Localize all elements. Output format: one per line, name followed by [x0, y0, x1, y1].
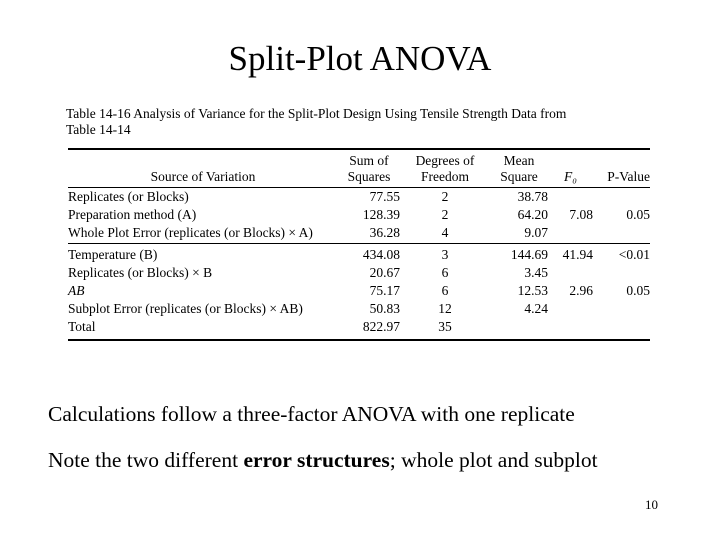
cell-p — [593, 224, 650, 243]
cell-source: Replicates (or Blocks) — [68, 189, 189, 204]
header-source: Source of Variation — [150, 169, 256, 184]
cell-df: 35 — [400, 318, 490, 339]
cell-df: 4 — [441, 225, 449, 241]
cell-source: Subplot Error (replicates (or Blocks) × AB) — [68, 301, 303, 317]
cell-f — [548, 224, 593, 243]
header-degrees-of-freedom: Degrees of Freedom — [415, 153, 475, 184]
cell-df: 6 — [441, 264, 449, 280]
cell-df: 12 — [438, 301, 452, 317]
table-row — [68, 300, 650, 318]
cell-df: 6 — [441, 283, 449, 299]
cell-p — [593, 264, 650, 282]
cell-ms: 9.07 — [524, 225, 548, 241]
table-row — [68, 243, 650, 264]
cell-p: 0.05 — [626, 283, 650, 299]
header-mean-square: Mean Square — [500, 153, 538, 184]
note-emphasis: error structures — [243, 448, 390, 472]
cell-ms: 4.24 — [524, 301, 548, 317]
cell-source: AB — [68, 283, 85, 299]
cell-source: Whole Plot Error (replicates (or Blocks) × A) — [68, 225, 313, 241]
cell-df: 3 — [400, 243, 490, 264]
cell-ss: 75.17 — [369, 283, 400, 299]
slide-title: Split-Plot ANOVA — [228, 39, 492, 78]
cell-df: 2 — [441, 207, 449, 223]
table-row — [68, 264, 650, 282]
cell-f — [548, 188, 593, 207]
cell-source: Temperature (B) — [68, 243, 338, 264]
cell-p — [593, 318, 650, 339]
cell-f: 41.94 — [548, 243, 593, 264]
cell-df: 2 — [441, 189, 449, 204]
anova-table — [68, 148, 650, 341]
note-three-factor-anova: Calculations follow a three-factor ANOVA with one replicate — [48, 402, 575, 426]
cell-p — [593, 188, 650, 207]
table-row — [68, 188, 650, 207]
cell-f — [548, 264, 593, 282]
header-p-value: P-Value — [607, 169, 650, 184]
cell-ss: 50.83 — [369, 301, 400, 317]
cell-source: Replicates (or Blocks) × B — [68, 264, 213, 280]
table-row — [68, 224, 650, 243]
cell-f: 2.96 — [569, 283, 593, 299]
cell-ss: 434.08 — [338, 243, 400, 264]
cell-p — [593, 300, 650, 318]
table-row-total — [68, 318, 650, 339]
table-caption: Table 14-16 Analysis of Variance for the Split-Plot Design Using Tensile Strength Data from Table 14-14 — [66, 106, 567, 137]
header-sum-of-squares: Sum of Squares — [347, 153, 391, 184]
cell-ms — [490, 318, 548, 339]
cell-p: 0.05 — [626, 207, 650, 223]
cell-ms: 38.78 — [517, 189, 548, 204]
cell-ss: 822.97 — [338, 318, 400, 339]
cell-f: 7.08 — [569, 207, 593, 223]
note-prefix: Note the two different — [48, 448, 244, 472]
cell-source: Preparation method (A) — [68, 207, 197, 223]
cell-ms: 144.69 — [490, 243, 548, 264]
table-header-row — [68, 149, 650, 188]
cell-f — [548, 318, 593, 339]
cell-ss: 36.28 — [369, 225, 400, 241]
cell-ms: 64.20 — [517, 207, 548, 223]
table-row — [68, 206, 650, 224]
table-row — [68, 282, 650, 300]
note-suffix: ; whole plot and subplot — [389, 448, 598, 472]
cell-p: <0.01 — [593, 243, 650, 264]
note-error-structures — [48, 447, 598, 473]
page-number: 10 — [645, 497, 658, 512]
cell-ss: 20.67 — [369, 264, 400, 280]
cell-ss: 77.55 — [369, 189, 400, 204]
header-f0: F₀ — [564, 169, 577, 184]
cell-f — [548, 300, 593, 318]
cell-ms: 3.45 — [524, 264, 548, 280]
cell-ss: 128.39 — [362, 207, 400, 223]
cell-source: Total — [68, 318, 338, 339]
cell-ms: 12.53 — [517, 283, 548, 299]
